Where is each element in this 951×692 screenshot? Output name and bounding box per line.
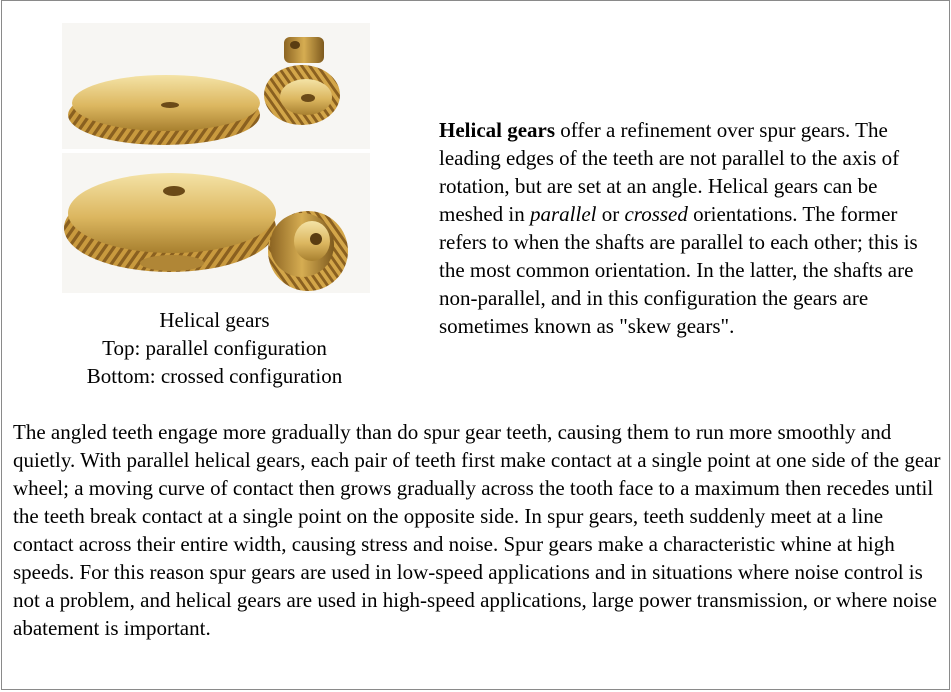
caption-title: Helical gears — [159, 308, 270, 332]
term-crossed: crossed — [624, 202, 688, 226]
helical-gears-photo — [62, 23, 370, 293]
description-part-2: or — [596, 202, 625, 226]
body-paragraph: The angled teeth engage more gradually than do spur gear teeth, causing them to run more smoothly and quietly. With parallel helical gears, each pair of teeth first make contact at a single point at one side of the gear wheel; a moving curve of contact then grows gradually across the tooth face to a maximum then recedes until the teeth break contact at a single point on the opposite side. In spur gears, teeth suddenly meet at a line contact across their entire width, causing stress and noise. Spur gears make a characteristic whine at high speeds. For this reason spur gears are used in low-speed applications and in situations where noise control is not a problem, and helical gears are used in high-speed applications, large power transmission, or where noise abatement is important. — [13, 420, 941, 640]
term-helical-gears: Helical gears — [439, 118, 556, 142]
document-page — [1, 0, 950, 690]
description-part-3: orientations. The former refers to when the shafts are parallel to each other; this is the most common orientation. In the latter, the shafts are non-parallel, and in this configuration the gears are sometimes known as "skew gears". — [439, 202, 918, 338]
parallel-gear-pair — [62, 23, 370, 149]
crossed-gear-pair — [62, 153, 370, 293]
caption-bottom-line: Bottom: crossed configuration — [86, 364, 343, 388]
description-part-1: offer a refinement over spur gears. The leading edges of the teeth are not parallel to the axis of rotation, but are set at an angle. Helical gears can be meshed in — [439, 118, 900, 226]
figure-caption — [42, 306, 387, 390]
caption-top-line: Top: parallel configuration — [102, 336, 327, 360]
term-parallel: parallel — [529, 202, 597, 226]
helical-gears-description — [439, 116, 944, 340]
